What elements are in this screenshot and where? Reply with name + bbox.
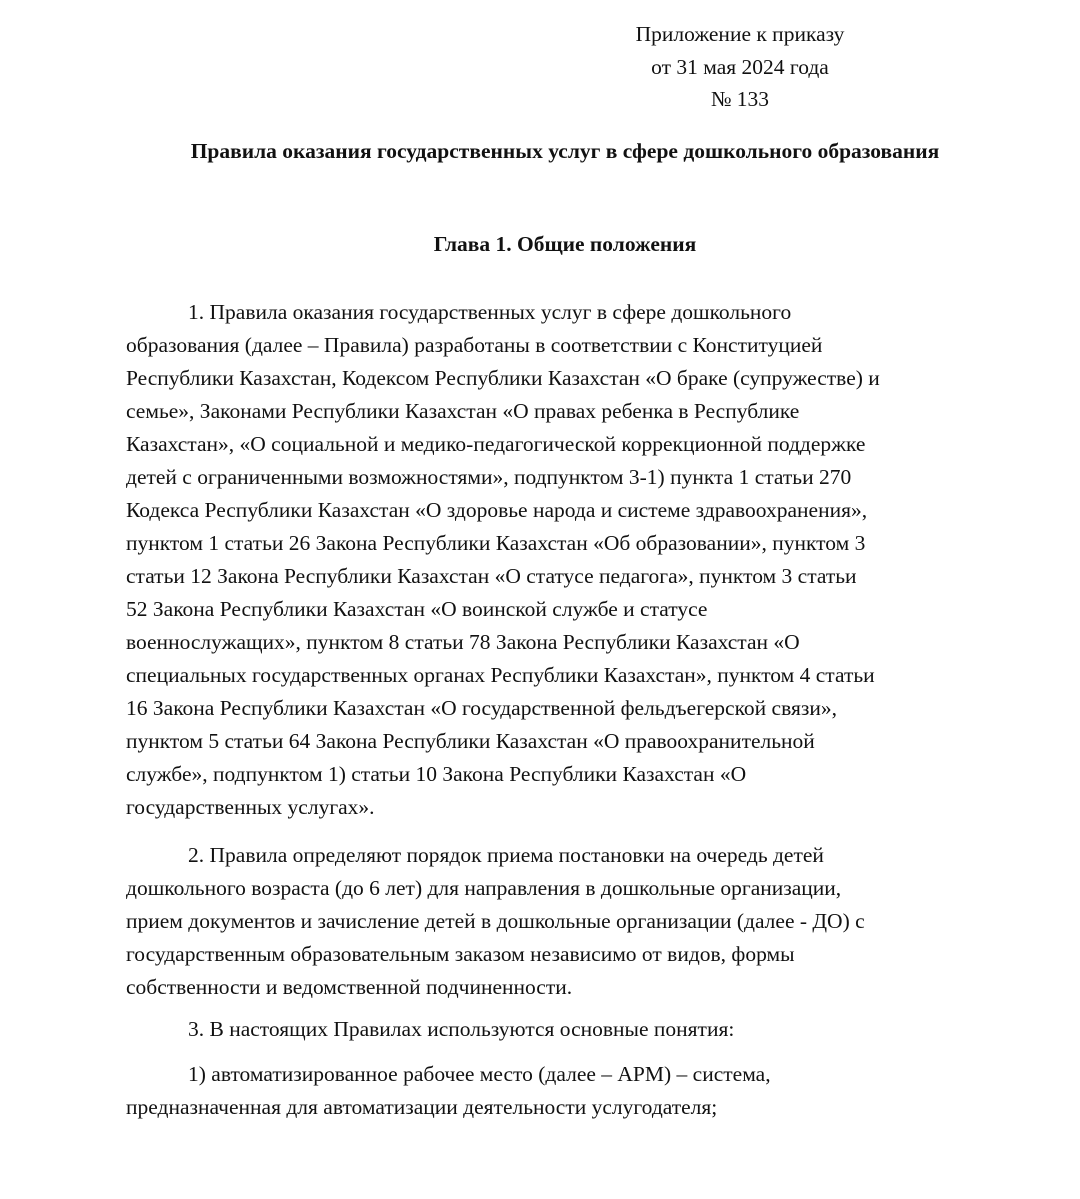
- paragraph-line: дошкольного возраста (до 6 лет) для направления в дошкольные организации,: [126, 876, 842, 900]
- paragraph-3: [126, 1013, 1026, 1046]
- paragraph-line: Кодекса Республики Казахстан «О здоровье народа и системе здравоохранения»,: [126, 498, 868, 522]
- paragraph-line: собственности и ведомственной подчиненности.: [126, 975, 573, 999]
- annex-line-number: № 133: [710, 87, 770, 111]
- paragraph-line: образования (далее – Правила) разработаны в соответствии с Конституцией: [126, 333, 823, 357]
- annex-line-title: Приложение к приказу: [635, 22, 845, 46]
- paragraph-line: службе», подпунктом 1) статьи 10 Закона Республики Казахстан «О: [126, 762, 747, 786]
- paragraph-line: 1) автоматизированное рабочее место (далее – АРМ) – система,: [188, 1062, 771, 1086]
- document-title: Правила оказания государственных услуг в сфере дошкольного образования: [190, 139, 940, 163]
- paragraph-line: семье», Законами Республики Казахстан «О правах ребенка в Республике: [126, 399, 800, 423]
- paragraph-line: Республики Казахстан, Кодексом Республики Казахстан «О браке (супружестве) и: [126, 366, 880, 390]
- paragraph-line: пунктом 1 статьи 26 Закона Республики Казахстан «Об образовании», пунктом 3: [126, 531, 866, 555]
- annex-header: [580, 18, 900, 116]
- paragraph-line: прием документов и зачисление детей в дошкольные организации (далее - ДО) с: [126, 909, 865, 933]
- paragraph-line: 3. В настоящих Правилах используются основные понятия:: [188, 1017, 735, 1041]
- paragraph-1: [126, 296, 1026, 824]
- paragraph-line: государственных услугах».: [126, 795, 375, 819]
- annex-line-date: от 31 мая 2024 года: [651, 54, 829, 79]
- paragraph-line: государственным образовательным заказом независимо от видов, формы: [126, 942, 795, 966]
- paragraph-2: [126, 839, 1026, 1004]
- paragraph-line: военнослужащих», пунктом 8 статьи 78 Закона Республики Казахстан «О: [126, 630, 800, 654]
- paragraph-line: статьи 12 Закона Республики Казахстан «О статусе педагога», пунктом 3 статьи: [126, 564, 857, 588]
- paragraph-line: детей с ограниченными возможностями», подпунктом 3-1) пункта 1 статьи 270: [126, 465, 852, 489]
- paragraph-line: 52 Закона Республики Казахстан «О воинской службе и статусе: [126, 597, 708, 621]
- paragraph-line: предназначенная для автоматизации деятельности услугодателя;: [126, 1095, 718, 1119]
- paragraph-line: 16 Закона Республики Казахстан «О государственной фельдъегерской связи»,: [126, 696, 837, 720]
- chapter-heading: Глава 1. Общие положения: [433, 232, 697, 256]
- paragraph-line: Казахстан», «О социальной и медико-педагогической коррекционной поддержке: [126, 432, 866, 456]
- paragraph-line: пунктом 5 статьи 64 Закона Республики Казахстан «О правоохранительной: [126, 729, 815, 753]
- paragraph-line: специальных государственных органах Республики Казахстан», пунктом 4 статьи: [126, 663, 875, 687]
- paragraph-line: 1. Правила оказания государственных услуг в сфере дошкольного: [188, 300, 792, 324]
- paragraph-line: 2. Правила определяют порядок приема постановки на очередь детей: [188, 843, 824, 867]
- definition-1: [126, 1058, 1026, 1124]
